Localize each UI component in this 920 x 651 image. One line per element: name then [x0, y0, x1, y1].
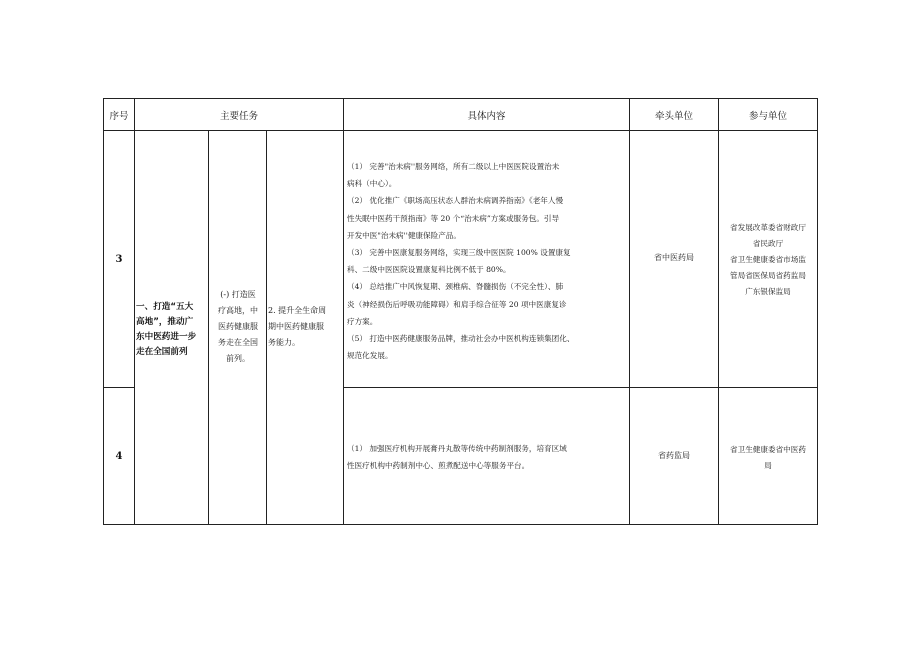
task-level2: (-) 打造医 疗高地，中 医药健康服 务走在全国 前列。 — [218, 290, 258, 363]
task-level3: 2. 提升全生命周 期中医药健康服 务能力。 — [268, 306, 327, 347]
row-4-participants: 省卫生健康委省中医药 局 — [730, 445, 806, 470]
row-divider-right — [343, 387, 818, 388]
row-4-lead-unit: 省药监局 — [658, 451, 690, 460]
col-divider-seq — [134, 98, 135, 525]
header-seq: 序号 — [109, 110, 129, 122]
header-bottom-border — [103, 130, 818, 131]
row-4-content: （1） 加强医疗机构开展膏丹丸散等传统中药制剂服务，培育区域 性医疗机构中药制剂中心、煎煮配送中心等服务平台。 — [347, 444, 567, 470]
row-3-lead-unit: 省中医药局 — [654, 253, 694, 262]
header-participants: 参与单位 — [748, 110, 787, 122]
row-3-participants: 省发展改革委省财政厅 省民政厅 省卫生健康委省市场监 管局省医保局省药监局 广东银保监局 — [730, 223, 806, 296]
row-3-content: （1） 完善"治未病''服务网络，所有二级以上中医医院设置治未 病科（中心）。 （2） 优化推广《职场高压状态人群治未病调养指南》《老年人慢 性失眠中医药干预指南》等 20 个“治未病”方案或服务包。引导 开发中医"治未病''健康保险产品。 （3） 完善中医康复服务网络，实现三级中医医院 100% 设置康复 科、二级中医医院设置康复科比例不低于 80%。 （4） 总结推广中风恢复期、颈椎病、脊髓损伤（不完全性）、肺 炎（神经损伤后呼吸功能障碍）和肩手综合征等 20 项中医康复诊 疗方案。 （5） 打造中医药健康服务品牌，推动社会办中医机构连锁集团化、 规范化发展。 — [347, 162, 575, 361]
table-right-border — [817, 98, 818, 525]
row-seq-4: 4 — [115, 450, 123, 462]
header-lead-unit: 牵头单位 — [654, 110, 693, 122]
col-divider-content — [343, 98, 344, 525]
col-divider-task-a — [208, 130, 209, 525]
header-main-task: 主要任务 — [219, 110, 258, 122]
row-seq-3: 3 — [115, 253, 123, 265]
col-divider-task-b — [266, 130, 267, 525]
header-content: 具体内容 — [467, 110, 506, 122]
task-level1: 一、打造“五大 高地”，推动广 东中医药进一步 走在全国前列 — [136, 302, 197, 357]
table-bottom-border — [103, 524, 818, 525]
